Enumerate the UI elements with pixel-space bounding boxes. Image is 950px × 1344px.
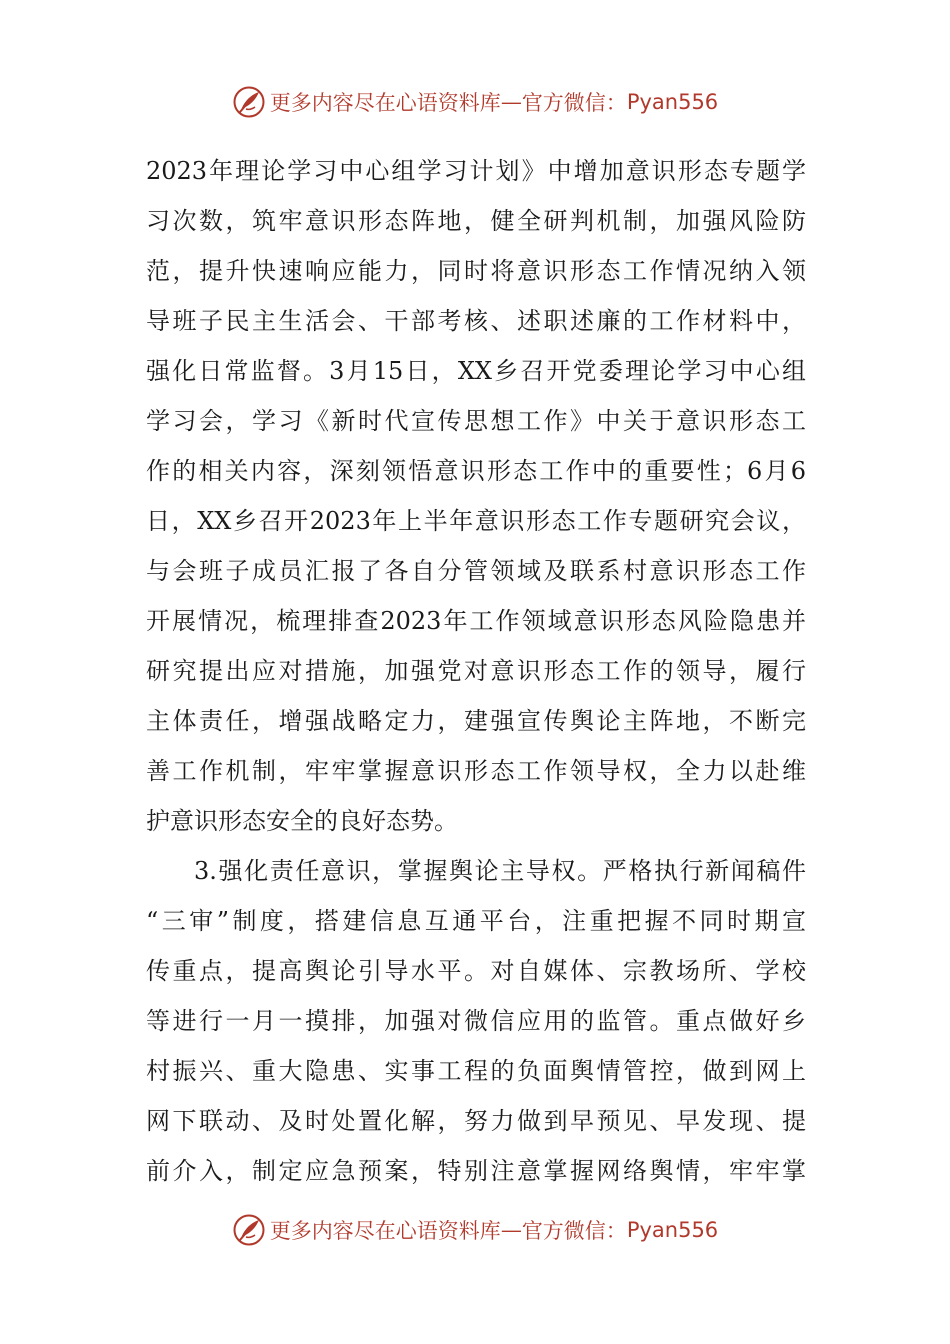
header-watermark: [0, 80, 950, 124]
text-line: 网下联动、及时处置化解，努力做到早预见、早发现、提: [146, 1107, 806, 1135]
watermark-brand: 更多内容尽在心语资料库: [269, 1219, 501, 1243]
quill-logo-icon: [232, 85, 266, 119]
paragraph-public-opinion: [146, 846, 806, 1196]
watermark-official: 官方微信：: [521, 1219, 627, 1243]
text-line: 护意识形态安全的良好态势。: [146, 807, 458, 835]
text-line: “三审”制度，搭建信息互通平台，注重把握不同时期宣: [146, 907, 806, 935]
document-body: [146, 146, 806, 1196]
watermark-wechat-id: Pyan556: [626, 90, 719, 114]
text-line: 学习会，学习《新时代宣传思想工作》中关于意识形态工: [146, 407, 806, 435]
text-line: 等进行一月一摸排，加强对微信应用的监管。重点做好乡: [146, 1007, 806, 1035]
text-line: 2023年理论学习中心组学习计划》中增加意识形态专题学: [146, 157, 806, 185]
text-line: 传重点，提高舆论引导水平。对自媒体、宗教场所、学校: [146, 957, 806, 985]
text-line: 强化日常监督。3月15日，XX乡召开党委理论学习中心组: [146, 357, 806, 385]
text-line: 作的相关内容，深刻领悟意识形态工作中的重要性；6月6: [146, 457, 806, 485]
text-line: 善工作机制，牢牢掌握意识形态工作领导权，全力以赴维: [146, 757, 806, 785]
text-line: 研究提出应对措施，加强党对意识形态工作的领导，履行: [146, 657, 806, 685]
text-line: 3.强化责任意识，掌握舆论主导权。严格执行新闻稿件: [194, 857, 806, 885]
text-line: 范，提升快速响应能力，同时将意识形态工作情况纳入领: [146, 257, 806, 285]
paragraph-ideology-study: [146, 146, 806, 846]
footer-watermark: [0, 1208, 950, 1252]
text-line: 习次数，筑牢意识形态阵地，健全研判机制，加强风险防: [146, 207, 806, 235]
text-line: 主体责任，增强战略定力，建强宣传舆论主阵地，不断完: [146, 707, 806, 735]
watermark-brand: 更多内容尽在心语资料库: [269, 91, 501, 115]
quill-logo-icon: [232, 1213, 266, 1247]
text-line: 前介入，制定应急预案，特别注意掌握网络舆情，牢牢掌: [146, 1157, 806, 1185]
watermark-dash: —: [500, 90, 522, 114]
text-line: 日，XX乡召开2023年上半年意识形态工作专题研究会议，: [146, 507, 806, 535]
text-line: 开展情况，梳理排查2023年工作领域意识形态风险隐患并: [146, 607, 806, 635]
watermark-wechat-id: Pyan556: [626, 1218, 719, 1242]
watermark-official: 官方微信：: [521, 91, 627, 115]
text-line: 导班子民主生活会、干部考核、述职述廉的工作材料中，: [146, 307, 806, 335]
text-line: 村振兴、重大隐患、实事工程的负面舆情管控，做到网上: [146, 1057, 806, 1085]
text-line: 与会班子成员汇报了各自分管领域及联系村意识形态工作: [146, 557, 806, 585]
watermark-dash: —: [500, 1218, 522, 1242]
